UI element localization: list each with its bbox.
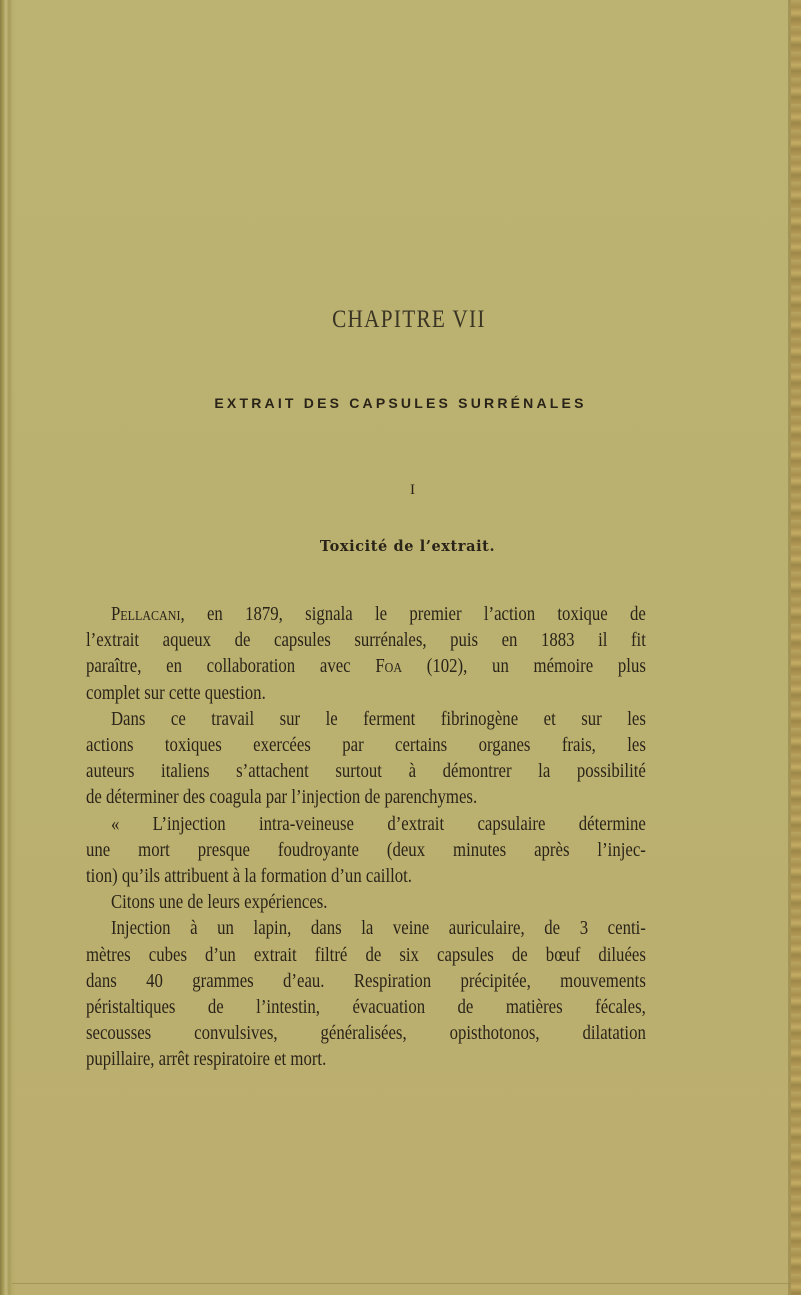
page-bottom-edge xyxy=(12,1283,791,1284)
page-fore-edge xyxy=(791,0,801,1295)
text-line: péristaltiques de l’intestin, évacuation de matières fécales, xyxy=(86,997,646,1019)
book-binding-edge xyxy=(0,0,12,1295)
text-line: Injection à un lapin, dans la veine auriculaire, de 3 centi- xyxy=(110,918,646,940)
text-line: pupillaire, arrêt respiratoire et mort. xyxy=(86,1049,327,1071)
author-name: Foa xyxy=(375,656,403,678)
text-line: une mort presque foudroyante (deux minutes après l’injec- xyxy=(86,839,646,861)
subsection-title: Toxicité de l’extrait. xyxy=(319,538,496,555)
text-line: auteurs italiens s’attachent surtout à démontrer la possibilité xyxy=(86,761,646,783)
text-line: Citons une de leurs expériences. xyxy=(110,892,328,914)
text-line: Pellacani, en 1879, signala le premier l’action toxique de xyxy=(110,604,646,625)
text-line: secousses convulsives, généralisées, opisthotonos, dilatation xyxy=(86,1023,646,1045)
text-line: de déterminer des coagula par l’injection de parenchymes. xyxy=(86,787,478,809)
chapter-title: CHAPITRE VII xyxy=(332,306,486,333)
text-line: paraître, en collaboration avec Foa (102), un mémoire plus xyxy=(86,656,646,678)
text-line: mètres cubes d’un extrait filtré de six capsules de bœuf diluées xyxy=(86,944,646,966)
body-text xyxy=(86,602,646,1074)
text-line: tion) qu’ils attribuent à la formation d’un caillot. xyxy=(86,866,413,888)
text-line: actions toxiques exercées par certains organes frais, les xyxy=(86,735,646,757)
text-line: complet sur cette question. xyxy=(86,682,266,704)
text-line: « L’injection intra-veineuse d’extrait capsulaire détermine xyxy=(110,813,646,835)
text-line: dans 40 grammes d’eau. Respiration précipitée, mouvements xyxy=(86,970,646,992)
text-line: l’extrait aqueux de capsules surrénales, puis en 1883 il fit xyxy=(86,630,646,652)
author-name: Pellacani xyxy=(110,604,181,625)
text-line: Dans ce travail sur le ferment fibrinogène et sur les xyxy=(110,708,646,730)
section-title: EXTRAIT DES CAPSULES SURRÉNALES xyxy=(214,395,587,411)
section-number: I xyxy=(410,482,415,498)
